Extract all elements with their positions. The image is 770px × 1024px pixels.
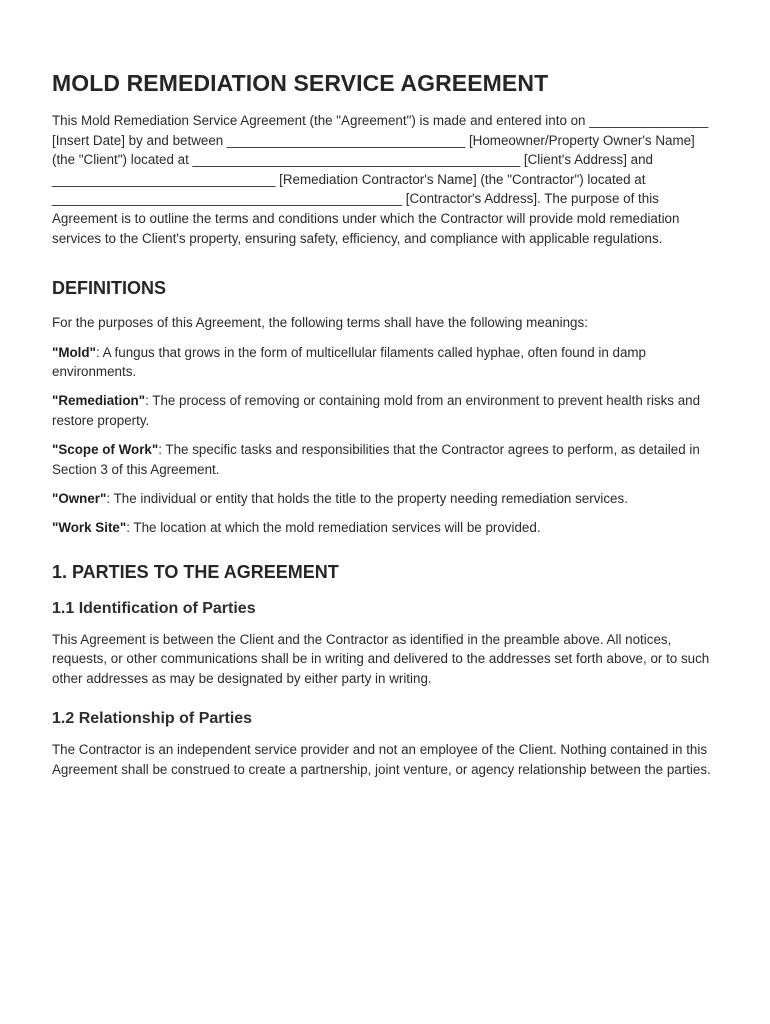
definition-term: "Scope of Work" [52, 442, 159, 458]
definition-term: "Mold" [52, 344, 96, 360]
definitions-lead: For the purposes of this Agreement, the following terms shall have the following meanings: [52, 315, 588, 331]
definition-item [52, 440, 718, 479]
intro-paragraph: This Mold Remediation Service Agreement (the "Agreement") is made and entered into on ________________ [Insert Date] by and between ________________________________ [Homeowner/Property Owner's Name] (the "Client") located at ____________________________________________ [Client's Address] and ______________________________ [Remediation Contractor's Name] (the "Contractor") located at _______________________________________________ [Contractor's Address]. The purpose of this Agreement is to outline the terms and conditions under which the Contractor will provide mold remediation services to the Client's property, ensuring safety, efficiency, and compliance with applicable regulations. [52, 113, 709, 246]
section-1-2-text: The Contractor is an independent service provider and not an employee of the Client. Nothing contained in this Agreement shall be construed to create a partnership, joint venture, or agency relationship between the parties. [52, 742, 711, 777]
definition-term: "Work Site" [52, 519, 127, 535]
section-1-2-heading: 1.2 Relationship of Parties [52, 710, 253, 728]
section-1-1-heading: 1.1 Identification of Parties [52, 599, 256, 617]
definition-item [52, 391, 718, 430]
definition-text: : The process of removing or containing mold from an environment to prevent health risks and restore property. [52, 393, 701, 429]
definitions-heading: DEFINITIONS [52, 278, 167, 299]
definition-item [52, 518, 718, 538]
definition-text: : A fungus that grows in the form of multicellular filaments called hyphae, often found in damp environments. [52, 344, 647, 380]
definition-item [52, 489, 718, 509]
document-title: MOLD REMEDIATION SERVICE AGREEMENT [52, 70, 549, 96]
definition-text: : The specific tasks and responsibilities that the Contractor agrees to perform, as detailed in Section 3 of this Agreement. [52, 442, 700, 477]
section-1-1-text: This Agreement is between the Client and the Contractor as identified in the preamble above. All notices, requests, or other communications shall be in writing and delivered to the addresses set forth above, or to such other addresses as may be designated by either party in writing. [52, 631, 710, 686]
definition-term: "Owner" [52, 490, 107, 506]
definition-term: "Remediation" [52, 393, 146, 409]
section-1-heading: 1. PARTIES TO THE AGREEMENT [52, 561, 339, 582]
definition-text: : The individual or entity that holds the title to the property needing remediation services. [106, 490, 628, 506]
definition-item [52, 343, 718, 382]
definition-text: : The location at which the mold remediation services will be provided. [126, 519, 541, 535]
